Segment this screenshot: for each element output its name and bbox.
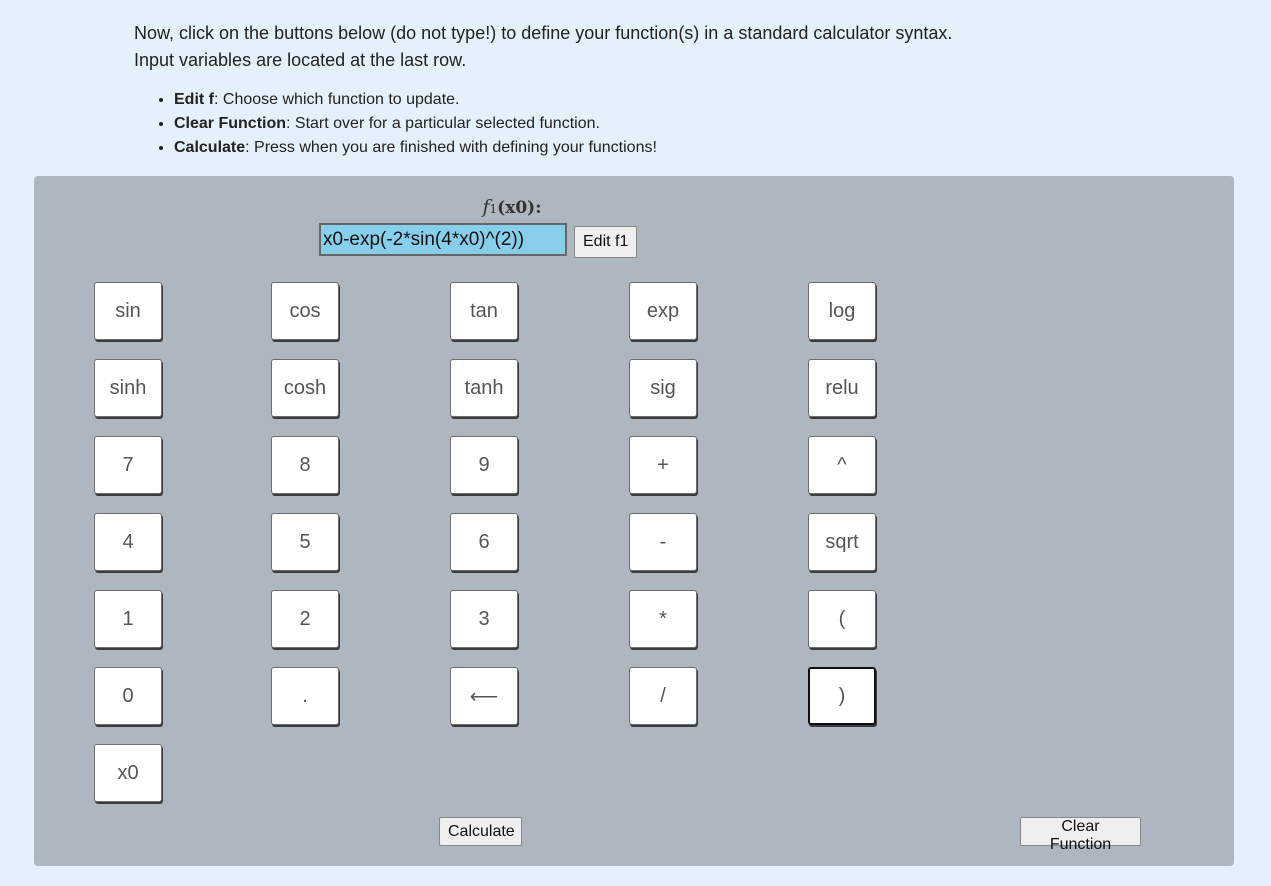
help-item-edit [174,88,657,112]
key-5[interactable]: 5 [271,513,339,571]
key-multiply[interactable]: * [629,590,697,648]
key-open-paren[interactable]: ( [808,590,876,648]
key-minus[interactable]: - [629,513,697,571]
key-sin[interactable]: sin [94,282,162,340]
key-exp[interactable]: exp [629,282,697,340]
calculator-panel [34,176,1234,866]
help-term: Clear Function [174,115,287,132]
help-item-clear [174,112,657,136]
key-6[interactable]: 6 [450,513,518,571]
edit-f1-button[interactable]: Edit f1 [574,226,637,258]
function-input[interactable] [319,223,567,256]
key-tan[interactable]: tan [450,282,518,340]
help-desc: : Press when you are finished with defining your functions! [245,139,657,156]
instructions-line-1: Now, click on the buttons below (do not type!) to define your function(s) in a standard calculator syntax. [134,23,953,43]
key-sqrt[interactable]: sqrt [808,513,876,571]
key-decimal-point[interactable]: . [271,667,339,725]
key-4[interactable]: 4 [94,513,162,571]
help-desc: : Choose which function to update. [214,91,460,108]
help-desc: : Start over for a particular selected function. [286,115,600,132]
key-plus[interactable]: + [629,436,697,494]
clear-function-button[interactable]: Clear Function [1020,817,1141,846]
function-symbol: f [482,196,490,218]
function-arg: (x0): [497,198,542,218]
key-relu[interactable]: relu [808,359,876,417]
help-list [134,88,657,160]
calculate-button[interactable]: Calculate [439,817,522,846]
key-x0[interactable]: x0 [94,744,162,802]
key-cosh[interactable]: cosh [271,359,339,417]
key-close-paren[interactable]: ) [808,667,876,725]
help-term: Edit f [174,91,214,108]
instructions-line-2: Input variables are located at the last row. [134,50,467,70]
key-2[interactable]: 2 [271,590,339,648]
key-9[interactable]: 9 [450,436,518,494]
function-label [452,196,572,218]
key-7[interactable]: 7 [94,436,162,494]
key-cos[interactable]: cos [271,282,339,340]
key-8[interactable]: 8 [271,436,339,494]
help-term: Calculate [174,139,246,156]
key-3[interactable]: 3 [450,590,518,648]
key-power[interactable]: ^ [808,436,876,494]
key-0[interactable]: 0 [94,667,162,725]
key-divide[interactable]: / [629,667,697,725]
instructions [134,20,1134,74]
key-sinh[interactable]: sinh [94,359,162,417]
key-1[interactable]: 1 [94,590,162,648]
key-tanh[interactable]: tanh [450,359,518,417]
key-sig[interactable]: sig [629,359,697,417]
help-item-calculate [174,136,657,160]
key-backspace[interactable]: ⟵ [450,667,518,725]
function-subscript: 1 [489,202,498,216]
key-log[interactable]: log [808,282,876,340]
